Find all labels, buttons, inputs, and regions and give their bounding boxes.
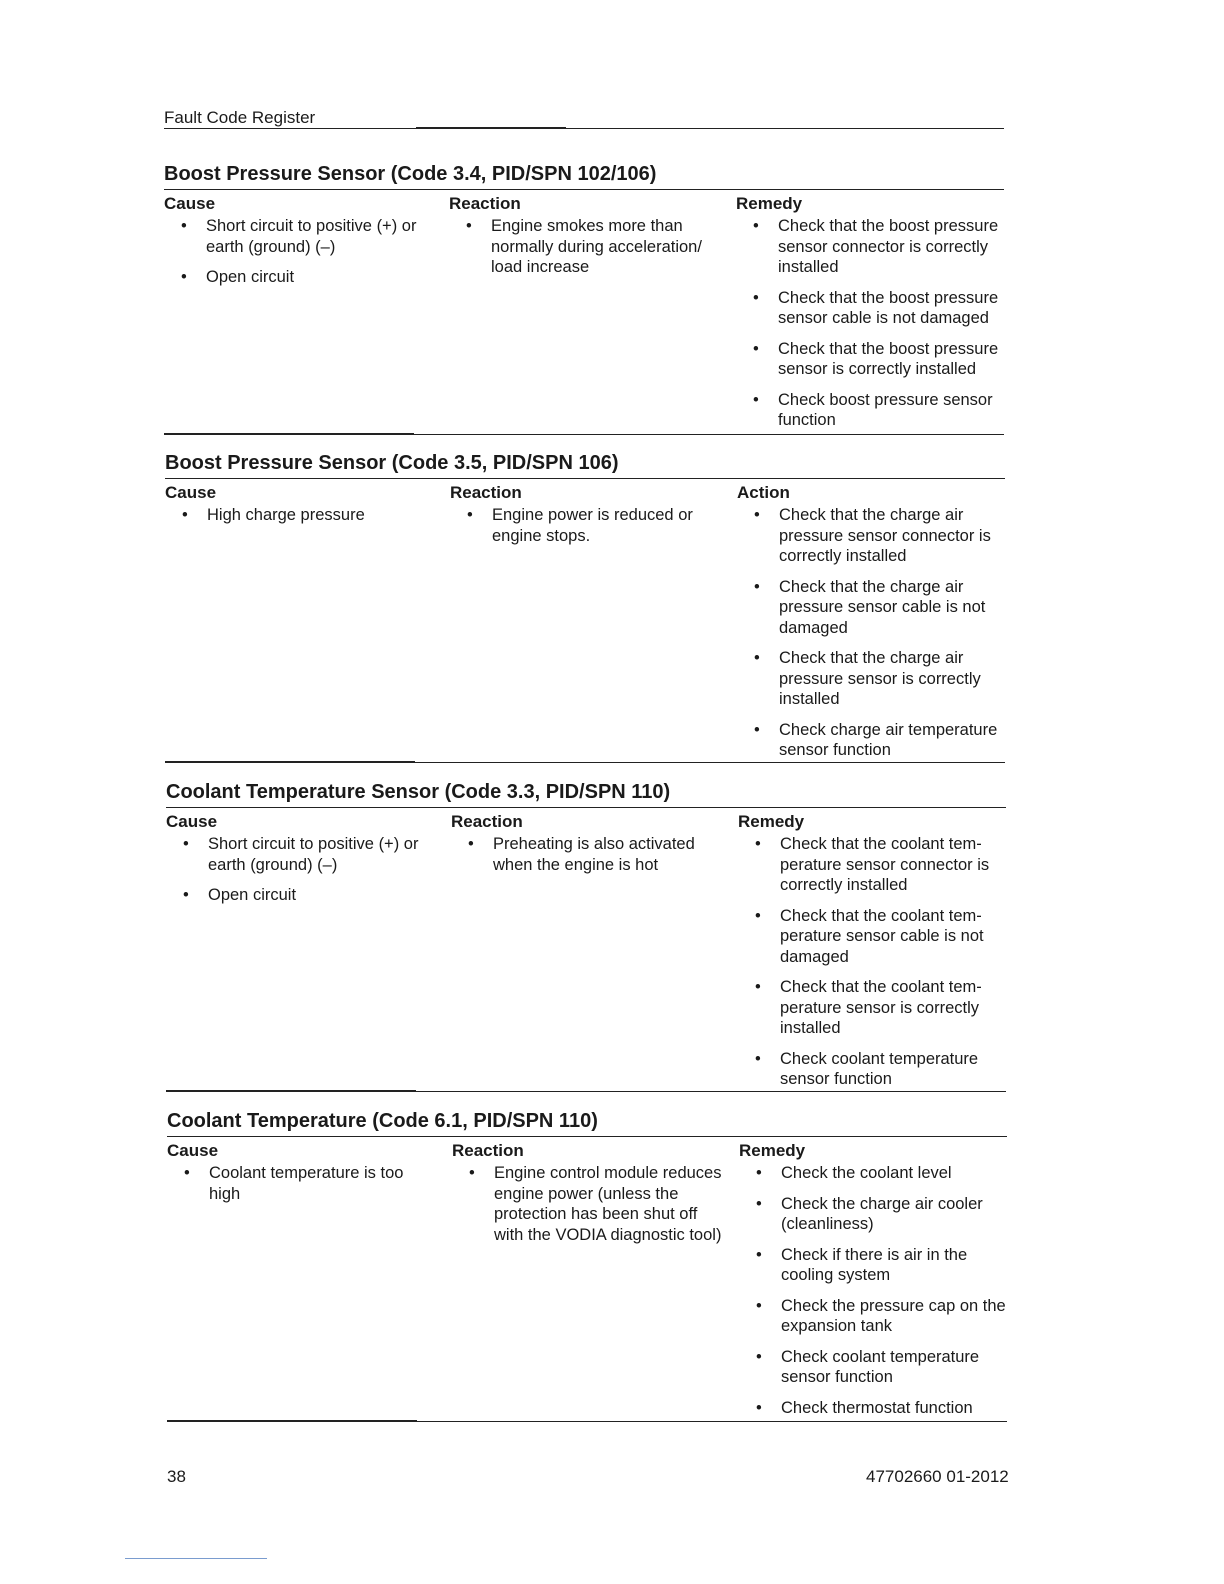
list-item: • Check the pressure cap on the expansion tank [756, 1296, 1006, 1335]
list-item: • Check charge air temperature sensor function [754, 720, 998, 759]
reaction-list [450, 505, 720, 546]
cause-column [167, 1137, 437, 1214]
list-item: • Short circuit to positive (+) or earth (ground) (–) [181, 217, 417, 256]
list-item: • Check coolant temperature sensor function [756, 1347, 980, 1386]
list-item: • Check that the charge air pressure sensor connector is correctly installed [754, 506, 991, 565]
decorative-line [125, 1558, 267, 1559]
running-header-title: Fault Code Register [164, 108, 316, 127]
section-bottom-rule-accent [167, 1420, 417, 1422]
list-item: • Check coolant temperature sensor function [755, 1049, 979, 1088]
cause-column [166, 808, 436, 916]
remedy-heading: Remedy [739, 1141, 806, 1160]
remedy-list [738, 834, 1006, 1090]
list-item: • Check that the boost pressure sensor cable is not damaged [753, 288, 999, 327]
reaction-column [449, 190, 719, 288]
list-item: • Check the charge air cooler (cleanliness) [756, 1194, 983, 1233]
cause-list [165, 505, 435, 526]
cause-heading: Cause [166, 812, 218, 831]
cause-list [167, 1163, 437, 1204]
cause-heading: Cause [167, 1141, 219, 1160]
header-rule-accent [416, 127, 566, 129]
reaction-column [451, 808, 721, 885]
list-item: • Preheating is also activated when the engine is hot [468, 835, 695, 874]
header-rule [164, 128, 1004, 129]
section-title: Boost Pressure Sensor (Code 3.5, PID/SPN 106) [165, 452, 619, 474]
page-number: 38 [167, 1467, 186, 1486]
list-item: • Engine power is reduced or engine stops. [467, 506, 693, 545]
cause-heading: Cause [164, 194, 216, 213]
remedy-column [739, 1137, 1007, 1428]
reaction-column [452, 1137, 722, 1255]
fault-section-coolant-sensor-3-3 [166, 780, 1006, 1088]
list-item: • Open circuit [181, 268, 295, 286]
reaction-heading: Reaction [449, 194, 521, 213]
action-column [737, 479, 1005, 771]
reaction-list [449, 216, 719, 278]
remedy-heading: Remedy [738, 812, 805, 831]
reaction-heading: Reaction [452, 1141, 524, 1160]
section-bottom-rule-accent [166, 1090, 416, 1092]
section-title: Coolant Temperature Sensor (Code 3.3, PID/SPN 110) [166, 781, 671, 803]
cause-heading: Cause [165, 483, 217, 502]
reaction-heading: Reaction [451, 812, 523, 831]
list-item: • Check thermostat function [756, 1398, 973, 1417]
list-item: • Check that the coolant tem-perature sensor connector is correctly installed [755, 835, 990, 894]
reaction-column [450, 479, 720, 556]
list-item: • Open circuit [183, 886, 297, 904]
fault-section-boost-3-4 [164, 162, 1004, 429]
list-item: • Check that the coolant tem-perature sensor cable is not damaged [755, 906, 984, 966]
list-item: • Coolant temperature is too high [184, 1164, 404, 1203]
list-item: • Check that the boost pressure sensor is correctly installed [753, 339, 999, 378]
reaction-list [451, 834, 721, 875]
list-item: • High charge pressure [182, 506, 365, 524]
cause-list [164, 216, 434, 288]
list-item: • Check that the boost pressure sensor connector is correctly installed [753, 217, 999, 276]
section-title: Boost Pressure Sensor (Code 3.4, PID/SPN 102/106) [164, 163, 657, 185]
list-item: • Check that the charge air pressure sensor is correctly installed [754, 649, 981, 708]
section-bottom-rule-accent [165, 761, 415, 763]
list-item: • Engine control module reduces engine power (unless the protection has been shut off with the VODIA diagnostic tool) [469, 1164, 722, 1244]
fault-section-coolant-temp-6-1 [167, 1109, 1007, 1417]
list-item: • Short circuit to positive (+) or earth (ground) (–) [183, 835, 419, 874]
document-code: 47702660 01-2012 [866, 1467, 1009, 1486]
remedy-list [736, 216, 1004, 431]
section-bottom-rule-accent [164, 433, 414, 435]
list-item: • Check if there is air in the cooling system [756, 1245, 968, 1284]
remedy-heading: Remedy [736, 194, 803, 213]
list-item: • Check boost pressure sensor function [753, 390, 993, 429]
action-heading: Action [737, 483, 790, 502]
list-item: • Check that the coolant tem-perature sensor is correctly installed [755, 978, 982, 1037]
reaction-heading: Reaction [450, 483, 522, 502]
list-item: • Check the coolant level [756, 1164, 952, 1182]
remedy-list [739, 1163, 1007, 1418]
fault-section-boost-3-5 [165, 451, 1005, 759]
list-item: • Engine smokes more than normally during acceleration/ load increase [466, 217, 702, 276]
cause-list [166, 834, 436, 906]
cause-column [164, 190, 434, 298]
action-list [737, 505, 1005, 761]
list-item: • Check that the charge air pressure sensor cable is not damaged [754, 577, 986, 637]
reaction-list [452, 1163, 722, 1245]
remedy-column [736, 190, 1004, 441]
section-title: Coolant Temperature (Code 6.1, PID/SPN 110) [167, 1110, 598, 1132]
cause-column [165, 479, 435, 536]
page-header [164, 108, 1004, 128]
remedy-column [738, 808, 1006, 1100]
